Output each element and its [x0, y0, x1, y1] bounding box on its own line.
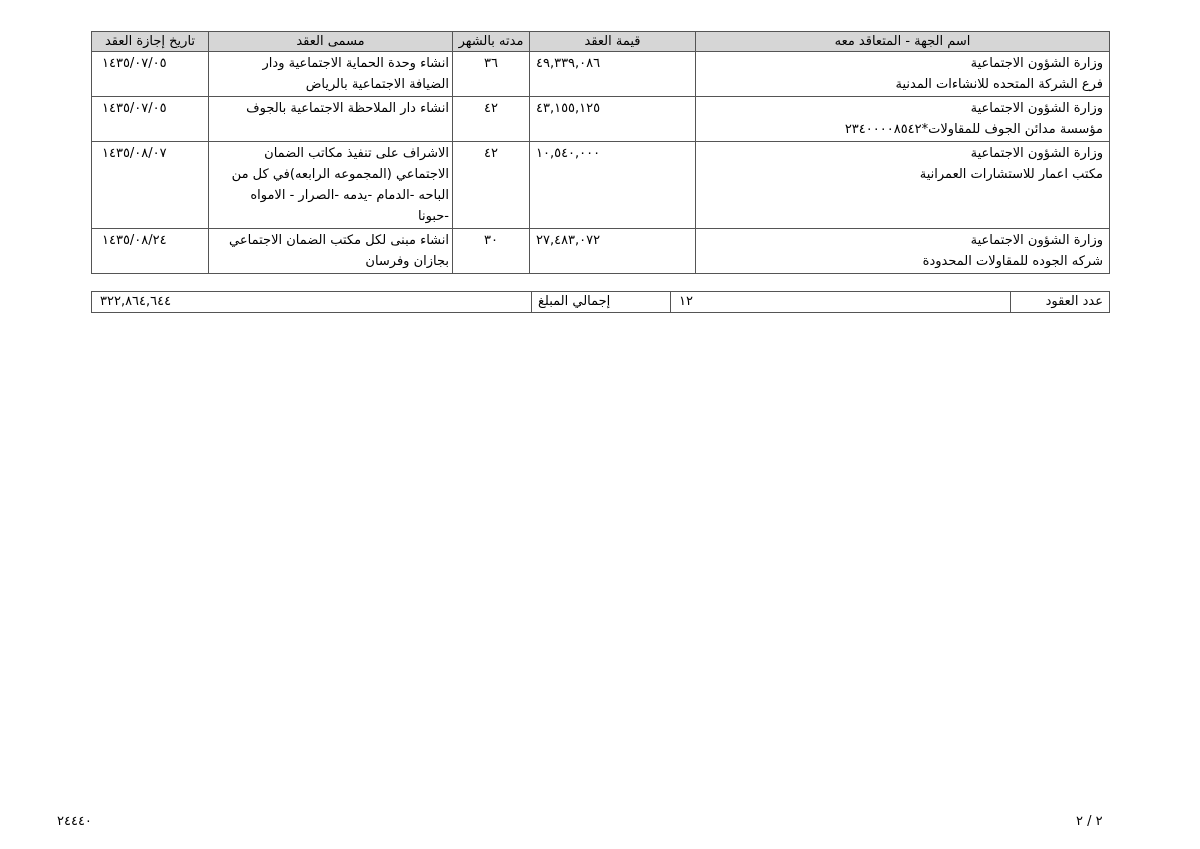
- contract-title-line: الباحه -الدمام -يدمه -الصرار - الامواه: [250, 188, 449, 203]
- table-row: [92, 142, 1110, 229]
- contract-title-line: انشاء مبنى لكل مكتب الضمان الاجتماعي: [229, 233, 449, 248]
- contract-title-line: الضيافة الاجتماعية بالرياض: [305, 77, 449, 92]
- contract-value: ١٠,٥٤٠,٠٠٠: [530, 142, 696, 229]
- contract-title-line: -حبونا: [418, 209, 449, 224]
- table-row: [92, 229, 1110, 274]
- header-entity: اسم الجهة - المتعاقد معه: [696, 32, 1110, 52]
- summary-row: [92, 292, 1110, 313]
- approval-date: ١٤٣٥/٠٨/٢٤: [92, 229, 209, 274]
- page-number: ٢ / ٢: [1076, 814, 1103, 829]
- contract-duration: ٣٦: [453, 52, 530, 97]
- contract-title-line: انشاء دار الملاحظة الاجتماعية بالجوف: [246, 101, 449, 116]
- contractor-name: شركه الجوده للمقاولات المحدودة: [922, 254, 1103, 269]
- header-value: قيمة العقد: [530, 32, 696, 52]
- contract-duration: ٤٢: [453, 142, 530, 229]
- contracts-count-value: ١٢: [671, 292, 1011, 313]
- approval-date: ١٤٣٥/٠٧/٠٥: [92, 97, 209, 142]
- header-title: مسمى العقد: [209, 32, 453, 52]
- entity-name: وزارة الشؤون الاجتماعية: [970, 233, 1103, 248]
- contract-value: ٤٩,٣٣٩,٠٨٦: [530, 52, 696, 97]
- table-row: [92, 97, 1110, 142]
- total-amount-value: ٣٢٢,٨٦٤,٦٤٤: [92, 292, 532, 313]
- contractor-name: مؤسسة مدائن الجوف للمقاولات*٢٣٤٠٠٠٠٨٥٤٢: [844, 122, 1103, 137]
- entity-cell: [696, 52, 1110, 97]
- entity-name: وزارة الشؤون الاجتماعية: [970, 101, 1103, 116]
- contractor-name: مكتب اعمار للاستشارات العمرانية: [919, 167, 1103, 182]
- contractor-name: فرع الشركة المتحده للانشاءات المدنية: [895, 77, 1103, 92]
- entity-cell: [696, 142, 1110, 229]
- document-number: ٢٤٤٤٠: [57, 814, 92, 829]
- entity-name: وزارة الشؤون الاجتماعية: [970, 56, 1103, 71]
- entity-name: وزارة الشؤون الاجتماعية: [970, 146, 1103, 161]
- summary-table: [91, 291, 1110, 313]
- contracts-count-label: عدد العقود: [1011, 292, 1110, 313]
- contract-duration: ٣٠: [453, 229, 530, 274]
- contract-title-line: الاشراف على تنفيذ مكاتب الضمان: [264, 146, 449, 161]
- entity-cell: [696, 97, 1110, 142]
- contract-title-line: انشاء وحدة الحماية الاجتماعية ودار: [262, 56, 449, 71]
- header-duration: مدته بالشهر: [453, 32, 530, 52]
- approval-date: ١٤٣٥/٠٧/٠٥: [92, 52, 209, 97]
- contract-title-line: بجازان وفرسان: [365, 254, 449, 269]
- entity-cell: [696, 229, 1110, 274]
- title-cell: [209, 97, 453, 142]
- contract-duration: ٤٢: [453, 97, 530, 142]
- contract-value: ٤٣,١٥٥,١٢٥: [530, 97, 696, 142]
- total-amount-label: إجمالي المبلغ: [532, 292, 671, 313]
- approval-date: ١٤٣٥/٠٨/٠٧: [92, 142, 209, 229]
- table-row: [92, 52, 1110, 97]
- contracts-table: [91, 31, 1110, 274]
- table-header-row: [92, 32, 1110, 52]
- contract-title-line: الاجتماعي (المجموعه الرابعه)في كل من: [231, 167, 449, 182]
- title-cell: [209, 142, 453, 229]
- title-cell: [209, 229, 453, 274]
- header-date: تاريخ إجازة العقد: [92, 32, 209, 52]
- title-cell: [209, 52, 453, 97]
- contract-value: ٢٧,٤٨٣,٠٧٢: [530, 229, 696, 274]
